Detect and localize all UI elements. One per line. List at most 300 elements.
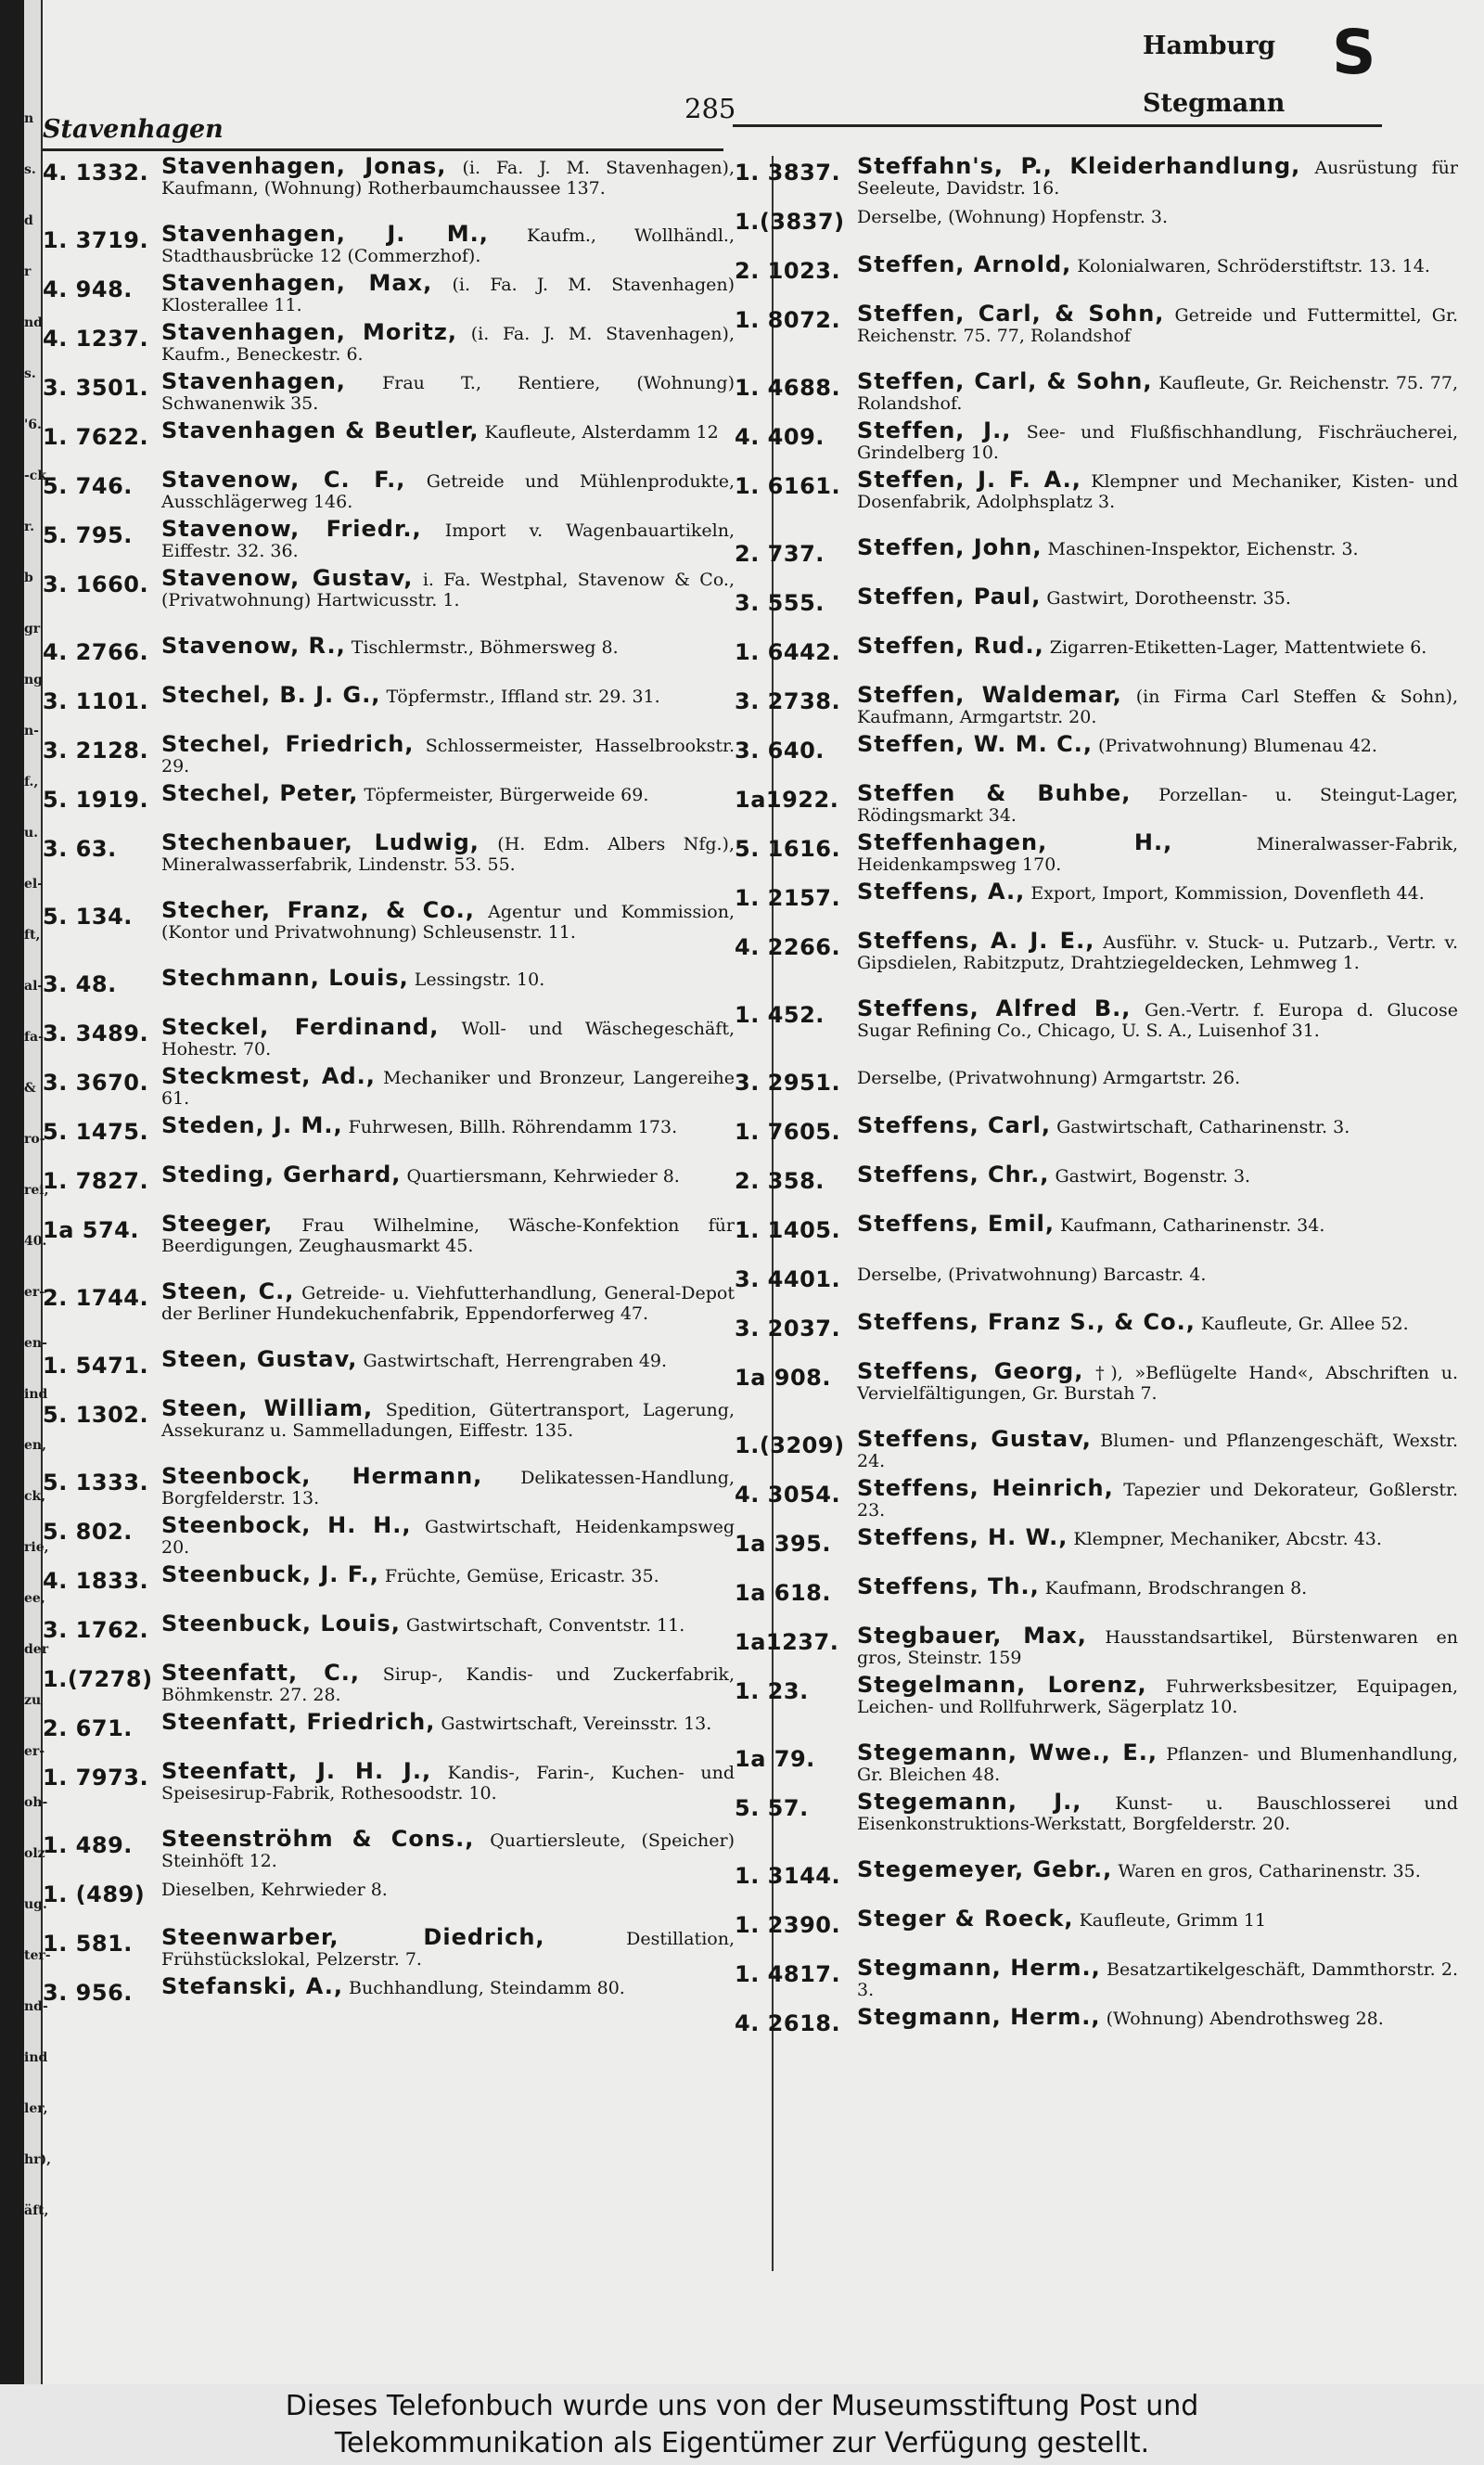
subscriber-details: Delikatessen-Handlung, Borgfelderstr. 13. [161,1468,735,1509]
subscriber-name: Stavenow, R., [161,633,346,659]
phone-number: 5. 795. [43,522,133,548]
subscriber-details: Kaufm., Wollhändl., Stadthausbrücke 12 (Commerzhof). [161,225,735,266]
subscriber-name: Steffen, J. F. A., [857,467,1081,493]
subscriber-details: (i. Fa. J. M. Stavenhagen), Kaufm., Beneckestr. 6. [161,324,735,365]
entry-text [161,1878,735,1900]
entry-text [857,469,1458,512]
previous-page-fragment: ler, [24,2101,48,2116]
entry-text [161,633,735,659]
subscriber-name: Steffens, Heinrich, [857,1475,1114,1501]
entry-text [857,731,1458,757]
entry-text [161,1758,735,1804]
phone-number: 4. 409. [735,424,825,450]
subscriber-details: (H. Edm. Albers Nfg.), Mineralwasserfabrik, Lindenstr. 53. 55. [161,834,736,875]
entry-text [161,1395,735,1441]
subscriber-name: Stegemann, Wwe., E., [857,1740,1158,1765]
entry-text [857,368,1459,414]
directory-entry [735,1475,1458,1527]
subscriber-name: Steffens, A. J. E., [857,928,1095,954]
entry-text [857,153,1458,199]
subscriber-details: Maschinen-Inspektor, Eichenstr. 3. [1047,539,1359,559]
previous-page-fragment: fa- [24,1030,44,1045]
entry-text [161,829,736,875]
phone-number: 1a 574. [43,1217,139,1243]
subscriber-name: Steen, C., [161,1278,295,1304]
directory-entry [735,1625,1458,1675]
subscriber-details: Spedition, Gütertransport, Lagerung, Assekuranz u. Sammelladungen, Eiffestr. 135. [161,1400,735,1441]
previous-page-fragment: r. [24,520,34,534]
entry-text [161,417,735,443]
subscriber-details: Frau T., Rentiere, (Wohnung) Schwanenwik 35. [161,373,735,414]
entry-text [161,1613,735,1636]
subscriber-details: Töpfermstr., Iffland str. 29. 31. [386,687,660,707]
directory-entry [735,417,1458,469]
phone-number: 1. (489) [43,1881,146,1907]
entry-text [857,829,1458,875]
subscriber-details: Kolonialwaren, Schröderstiftstr. 13. 14. [1077,256,1430,276]
previous-page-fragment: '6. [24,417,42,432]
previous-page-fragment: er- [24,1285,45,1300]
subscriber-name: Steenbock, H. H., [161,1512,412,1538]
directory-entry [735,1573,1458,1625]
directory-entry [43,1878,735,1927]
directory-entry [43,1395,735,1466]
subscriber-name: Steffen, John, [857,534,1043,560]
directory-entry [43,1278,736,1349]
subscriber-details: Destillation, Frühstückslokal, Pelzerstr. 7. [161,1929,735,1970]
phone-number: 3. 3670. [43,1070,149,1096]
entry-text [857,1742,1458,1785]
subscriber-details: Gastwirtschaft, Catharinenstr. 3. [1056,1117,1350,1137]
subscriber-details: Mineralwasser-Fabrik, Heidenkampsweg 170. [857,834,1458,875]
directory-entry [43,1561,735,1613]
entry-text [161,469,735,512]
subscriber-details: Früchte, Gemüse, Ericastr. 35. [384,1566,659,1586]
phone-number: 3. 63. [43,836,117,862]
phone-number: 1a1237. [735,1629,839,1655]
directory-entry [43,1512,735,1564]
subscriber-details: Besatzartikelgeschäft, Dammthorstr. 2. 3. [857,1959,1458,2000]
previous-page-strip [24,0,52,2384]
entry-text [161,221,735,266]
previous-page-fragment: ug. [24,1897,47,1912]
subscriber-details: Klempner, Mechaniker, Abcstr. 43. [1073,1529,1382,1549]
entry-text [857,1164,1458,1187]
subscriber-name: Steckel, Ferdinand, [161,1014,440,1040]
subscriber-details: Kaufleute, Grimm 11 [1079,1910,1267,1931]
subscriber-name: Steffen, Carl, & Sohn, [857,368,1153,394]
phone-number: 4. 1833. [43,1568,149,1594]
directory-entry [43,368,735,420]
directory-entry [735,731,1458,783]
subscriber-name: Steffens, Gustav, [857,1426,1092,1452]
entry-text [857,417,1458,463]
directory-entry [735,1164,1458,1213]
header-rule-right [733,124,1382,127]
subscriber-name: Steenbuck, Louis, [161,1611,401,1637]
entry-text [161,1278,736,1324]
directory-entry [735,368,1459,420]
book-binding [0,0,24,2384]
subscriber-name: Stefanski, A., [161,1973,343,1999]
entry-text [857,1955,1458,2000]
entry-text [161,1561,735,1587]
subscriber-name: Steffen, Paul, [857,584,1042,610]
directory-entry [735,1263,1458,1312]
entry-text [857,586,1458,609]
subscriber-details: Zigarren-Etiketten-Lager, Mattentwiete 6. [1049,637,1427,658]
previous-page-fragment: ind [24,2050,48,2065]
subscriber-details: Schlossermeister, Hasselbrookstr. 29. [161,736,736,777]
directory-entry [43,1660,735,1712]
phone-number: 1. 3144. [735,1863,841,1889]
entry-text [857,928,1458,973]
previous-page-fragment: rie, [24,1540,49,1555]
directory-entry [43,1463,735,1515]
phone-number: 3. 2738. [735,688,841,714]
previous-page-fragment: ng [24,673,43,687]
previous-page-fragment: ft, [24,928,41,943]
subscriber-details: Blumen- und Pflanzengeschäft, Wexstr. 24. [857,1431,1459,1471]
directory-entry [735,303,1458,371]
entry-text [857,1672,1458,1717]
phone-number: 3. 48. [43,971,117,997]
entry-text [857,1573,1458,1599]
subscriber-name: Steffen, W. M. C., [857,731,1093,757]
subscriber-name: Steffens, Emil, [857,1211,1055,1237]
entry-text [857,1358,1458,1404]
subscriber-name: Stavenhagen, Max, [161,270,433,296]
previous-page-fragment: al- [24,979,44,994]
phone-number: 5. 1616. [735,836,841,862]
previous-page-fragment: en, [24,1438,46,1453]
phone-number: 1a 618. [735,1580,831,1606]
directory-entry [735,1908,1458,1958]
subscriber-details: Mechaniker und Bronzeur, Langereihe 61. [161,1068,735,1109]
subscriber-details: Getreide- u. Viehfutterhandlung, General-Depot der Berliner Hundekuchenfabrik, Eppendorferweg 47. [161,1283,736,1324]
entry-text [857,1908,1458,1931]
subscriber-name: Stavenhagen, Jonas, [161,153,447,179]
phone-number: 1.(3837) [735,209,845,235]
phone-number: 5. 746. [43,473,133,499]
phone-number: 4. 2766. [43,639,149,665]
previous-page-fragment: olz [24,1846,45,1861]
directory-entry [735,1524,1458,1576]
directory-entry [43,516,736,568]
subscriber-name: Stechel, Friedrich, [161,731,415,757]
phone-number: 1. 1405. [735,1217,841,1243]
entry-text [857,1309,1458,1335]
directory-entry [43,1973,735,2025]
subscriber-details: Kaufmann, Brodschrangen 8. [1044,1578,1308,1598]
previous-page-fragment: r [24,264,32,279]
subscriber-details: Gastwirtschaft, Heidenkampsweg 20. [161,1517,735,1558]
entry-text [857,1112,1458,1138]
directory-entry [43,1213,735,1281]
directory-entry [43,1613,735,1663]
subscriber-name: Steenbuck, J. F., [161,1561,379,1587]
subscriber-details: (in Firma Carl Steffen & Sohn), Kaufmann, Armgartstr. 20. [857,687,1458,727]
phone-number: 2. 1023. [735,258,841,284]
subscriber-details: Klempner und Mechaniker, Kisten- und Dosenfabrik, Adolphsplatz 3. [857,471,1459,512]
directory-entry [735,534,1458,586]
subscriber-name: Steffens, Franz S., & Co., [857,1309,1196,1335]
directory-entry [735,1955,1458,2007]
subscriber-details: Kaufmann, Catharinenstr. 34. [1060,1215,1325,1236]
subscriber-details: Kaufleute, Gr. Allee 52. [1200,1314,1409,1334]
subscriber-name: Steden, J. M., [161,1112,343,1138]
subscriber-name: Stavenow, Gustav, [161,565,414,591]
subscriber-name: Steffens, Alfred B., [857,995,1132,1021]
phone-number: 1. 7622. [43,424,149,450]
phone-number: 2. 1744. [43,1285,149,1311]
subscriber-name: Steffens, Th., [857,1573,1040,1599]
phone-number: 4. 1332. [43,160,149,186]
directory-entry [735,1066,1458,1115]
phone-number: 1a 79. [735,1746,815,1772]
subscriber-name: Stavenhagen, J. M., [161,221,489,247]
entry-text [857,1213,1458,1236]
phone-number: 1. 4817. [735,1961,841,1987]
right-column [735,153,1459,2056]
directory-entry [43,270,736,322]
previous-page-fragment: der [24,1642,49,1657]
subscriber-details: Quartiersmann, Kehrwieder 8. [406,1166,680,1187]
phone-number: 1a1922. [735,787,839,813]
entry-text [857,205,1458,227]
phone-number: 1. 3837. [735,160,841,186]
subscriber-details: Gastwirtschaft, Herrengraben 49. [363,1351,668,1371]
entry-text [857,251,1458,277]
directory-entry [735,1426,1459,1478]
directory-entry [735,1112,1458,1164]
phone-number: 5. 1333. [43,1470,149,1496]
previous-page-fragment: d [24,213,33,228]
subscriber-details: Kaufleute, Alsterdamm 12 [484,422,719,443]
entry-text [161,1924,735,1970]
previous-page-fragment: ind [24,1387,48,1402]
previous-page-fragment: nd- [24,1999,48,2014]
subscriber-name: Steffens, A., [857,879,1026,905]
subscriber-details: (i. Fa. J. M. Stavenhagen), Kaufmann, (Wohnung) Rotherbaumchaussee 137. [161,158,736,199]
subscriber-name: Stegemeyer, Gebr., [857,1856,1113,1882]
subscriber-name: Stegemann, J., [857,1789,1082,1815]
entry-text [857,881,1458,904]
previous-page-fragment: rei, [24,1183,49,1198]
directory-entry [43,319,735,371]
subscriber-details: †), »Beflügelte Hand«, Abschriften u. Vervielfältigungen, Gr. Burstah 7. [857,1363,1458,1404]
entry-text [857,1856,1458,1882]
subscriber-details: See- und Flußfischhandlung, Fischräucherei, Grindelberg 10. [857,422,1458,463]
subscriber-details: Getreide und Futtermittel, Gr. Reichenstr. 75. 77, Rolandshof [857,305,1458,346]
phone-number: 1. 5471. [43,1353,149,1379]
subscriber-name: Steding, Gerhard, [161,1162,402,1188]
phone-number: 3. 555. [735,590,825,616]
directory-entry [43,565,735,636]
entry-text [857,2004,1458,2030]
phone-number: 5. 57. [735,1795,809,1821]
entry-text [857,1475,1458,1521]
previous-page-fragment: äft, [24,2203,49,2218]
entry-text [161,731,736,777]
phone-number: 2. 737. [735,541,825,567]
subscriber-details: Woll- und Wäschegeschäft, Hohestr. 70. [161,1019,735,1059]
subscriber-details: i. Fa. Westphal, Stavenow & Co., (Privatwohnung) Hartwicusstr. 1. [161,570,735,610]
directory-entry [43,1346,735,1398]
phone-number: 3. 1101. [43,688,149,714]
subscriber-name: Stechenbauer, Ludwig, [161,829,480,855]
directory-entry [735,586,1458,636]
subscriber-name: Stechmann, Louis, [161,965,409,991]
phone-number: 1. 6442. [735,639,841,665]
subscriber-details: Kandis-, Farin-, Kuchen- und Speisesirup-Fabrik, Rothesoodstr. 10. [161,1763,735,1804]
subscriber-details: Waren en gros, Catharinenstr. 35. [1118,1861,1421,1881]
entry-text [161,516,736,561]
subscriber-details: Derselbe, (Wohnung) Hopfenstr. 3. [857,207,1169,227]
subscriber-name: Steenfatt, Friedrich, [161,1709,436,1735]
phone-number: 1. 7973. [43,1765,149,1791]
entry-text [161,1014,735,1059]
phone-number: 1.(7278) [43,1666,153,1692]
previous-page-fragment: s. [24,162,36,177]
directory-entry [43,1709,735,1761]
directory-entry [735,1309,1458,1361]
phone-number: 4. 948. [43,276,133,302]
previous-page-fragment: er- [24,1744,45,1759]
subscriber-name: Steffahn's, P., Kleiderhandlung, [857,153,1301,179]
entry-text [161,1063,735,1109]
footer-notice [0,2384,1484,2465]
phone-number: 1. 489. [43,1832,133,1858]
entry-text [857,682,1458,727]
previous-page-fragment: ro- [24,1132,45,1147]
subscriber-name: Steffens, Carl, [857,1112,1052,1138]
directory-entry [735,1358,1458,1429]
entry-text [857,633,1458,659]
subscriber-details: Gastwirt, Dorotheenstr. 35. [1046,588,1291,609]
city-heading: Hamburg [1143,32,1276,60]
directory-entry [735,2004,1458,2056]
phone-number: 5. 134. [43,904,133,930]
subscriber-name: Steffens, Chr., [857,1162,1050,1188]
subscriber-details: Frau Wilhelmine, Wäsche-Konfektion für Beerdigungen, Zeughausmarkt 45. [161,1215,735,1256]
subscriber-name: Steffens, H. W., [857,1524,1068,1550]
entry-text [161,1346,735,1372]
phone-number: 1a 908. [735,1365,831,1391]
subscriber-details: Gastwirt, Bogenstr. 3. [1055,1166,1251,1187]
header-rule-left [43,148,723,151]
subscriber-name: Steckmest, Ad., [161,1063,376,1089]
phone-number: 1.(3209) [735,1432,845,1458]
previous-page-fragment: n- [24,724,39,738]
previous-page-fragment: & [24,1081,36,1096]
subscriber-name: Stavenhagen & Beutler, [161,417,480,443]
phone-number: 3. 1762. [43,1617,149,1643]
previous-page-fragment: -ck [24,469,47,483]
subscriber-details: Hausstandsartikel, Bürstenwaren en gros, Steinstr. 159 [857,1627,1458,1668]
phone-number: 1. 3719. [43,227,149,253]
subscriber-details: Sirup-, Kandis- und Zuckerfabrik, Böhmkenstr. 27. 28. [161,1664,735,1705]
entry-text [161,1973,735,1999]
previous-page-fragment: nd [24,315,43,330]
phone-number: 5. 802. [43,1519,133,1545]
subscriber-details: Derselbe, (Privatwohnung) Barcastr. 4. [857,1265,1207,1285]
subscriber-name: Steffen & Buhbe, [857,780,1132,806]
subscriber-details: Lessingstr. 10. [414,969,545,990]
phone-number: 3. 956. [43,1980,133,2006]
phone-number: 1. 581. [43,1931,133,1957]
entry-text [857,1625,1458,1668]
subscriber-name: Steenwarber, Diedrich, [161,1924,545,1950]
subscriber-details: Fuhrwesen, Billh. Röhrendamm 173. [348,1117,678,1137]
phone-number: 3. 2128. [43,738,149,764]
phone-number: 1. 7827. [43,1168,149,1194]
subscriber-name: Stavenhagen, Moritz, [161,319,457,345]
directory-entry [735,1213,1458,1263]
directory-entry [735,1672,1458,1742]
entry-text [161,368,735,414]
phone-number: 1a 395. [735,1531,831,1557]
subscriber-details: Tapezier und Dekorateur, Goßlerstr. 23. [857,1480,1458,1521]
subscriber-name: Steenfatt, C., [161,1660,361,1686]
directory-entry [43,1014,735,1066]
phone-number: 1. 4688. [735,375,841,401]
subscriber-details: Kaufleute, Gr. Reichenstr. 75. 77, Rolandshof. [857,373,1459,414]
entry-text [161,965,735,991]
phone-number: 1. 8072. [735,307,841,333]
directory-entry [43,153,736,224]
subscriber-details: Töpfermeister, Bürgerweide 69. [364,785,649,805]
phone-number: 1. 2157. [735,885,841,911]
entry-text [857,1066,1458,1088]
directory-entry [43,417,735,469]
directory-entry [43,1758,735,1829]
directory-entry [43,731,736,783]
entry-text [857,1524,1458,1550]
subscriber-name: Stegmann, Herm., [857,1955,1101,1981]
directory-entry [735,682,1458,734]
directory-entry [735,1856,1458,1908]
entry-text [857,1426,1459,1471]
phone-number: 4. 1237. [43,326,149,352]
directory-entry [735,633,1458,685]
subscriber-name: Stegelmann, Lorenz, [857,1672,1147,1698]
subscriber-name: Steger & Roeck, [857,1906,1074,1932]
entry-text [161,1660,735,1705]
subscriber-name: Steenströhm & Cons., [161,1826,475,1852]
subscriber-details: Tischlermstr., Böhmersweg 8. [351,637,619,658]
phone-number: 1. 23. [735,1678,809,1704]
subscriber-details: Export, Import, Kommission, Dovenfleth 44. [1030,883,1425,904]
phone-number: 1. 6161. [735,473,841,499]
subscriber-details: Kunst- u. Bauschlosserei und Eisenkonstruktions-Werkstatt, Borgfelderstr. 20. [857,1793,1458,1834]
directory-entry [43,682,735,734]
directory-entry [43,469,735,519]
directory-entry [43,897,735,968]
previous-page-fragment: el- [24,877,44,892]
directory-entry [735,928,1458,998]
subscriber-details: (Privatwohnung) Blumenau 42. [1098,736,1377,756]
phone-number: 2. 671. [43,1715,133,1741]
directory-entry [735,205,1458,254]
phone-number: 1. 452. [735,1002,825,1028]
subscriber-name: Steen, Gustav, [161,1346,358,1372]
previous-page-fragment: gr [24,622,41,636]
entry-text [161,270,736,315]
phone-number: 3. 1660. [43,571,149,597]
subscriber-details: Import v. Wagenbauartikeln, Eiffestr. 32. 36. [161,520,736,561]
phone-number: 1. 7605. [735,1119,841,1145]
